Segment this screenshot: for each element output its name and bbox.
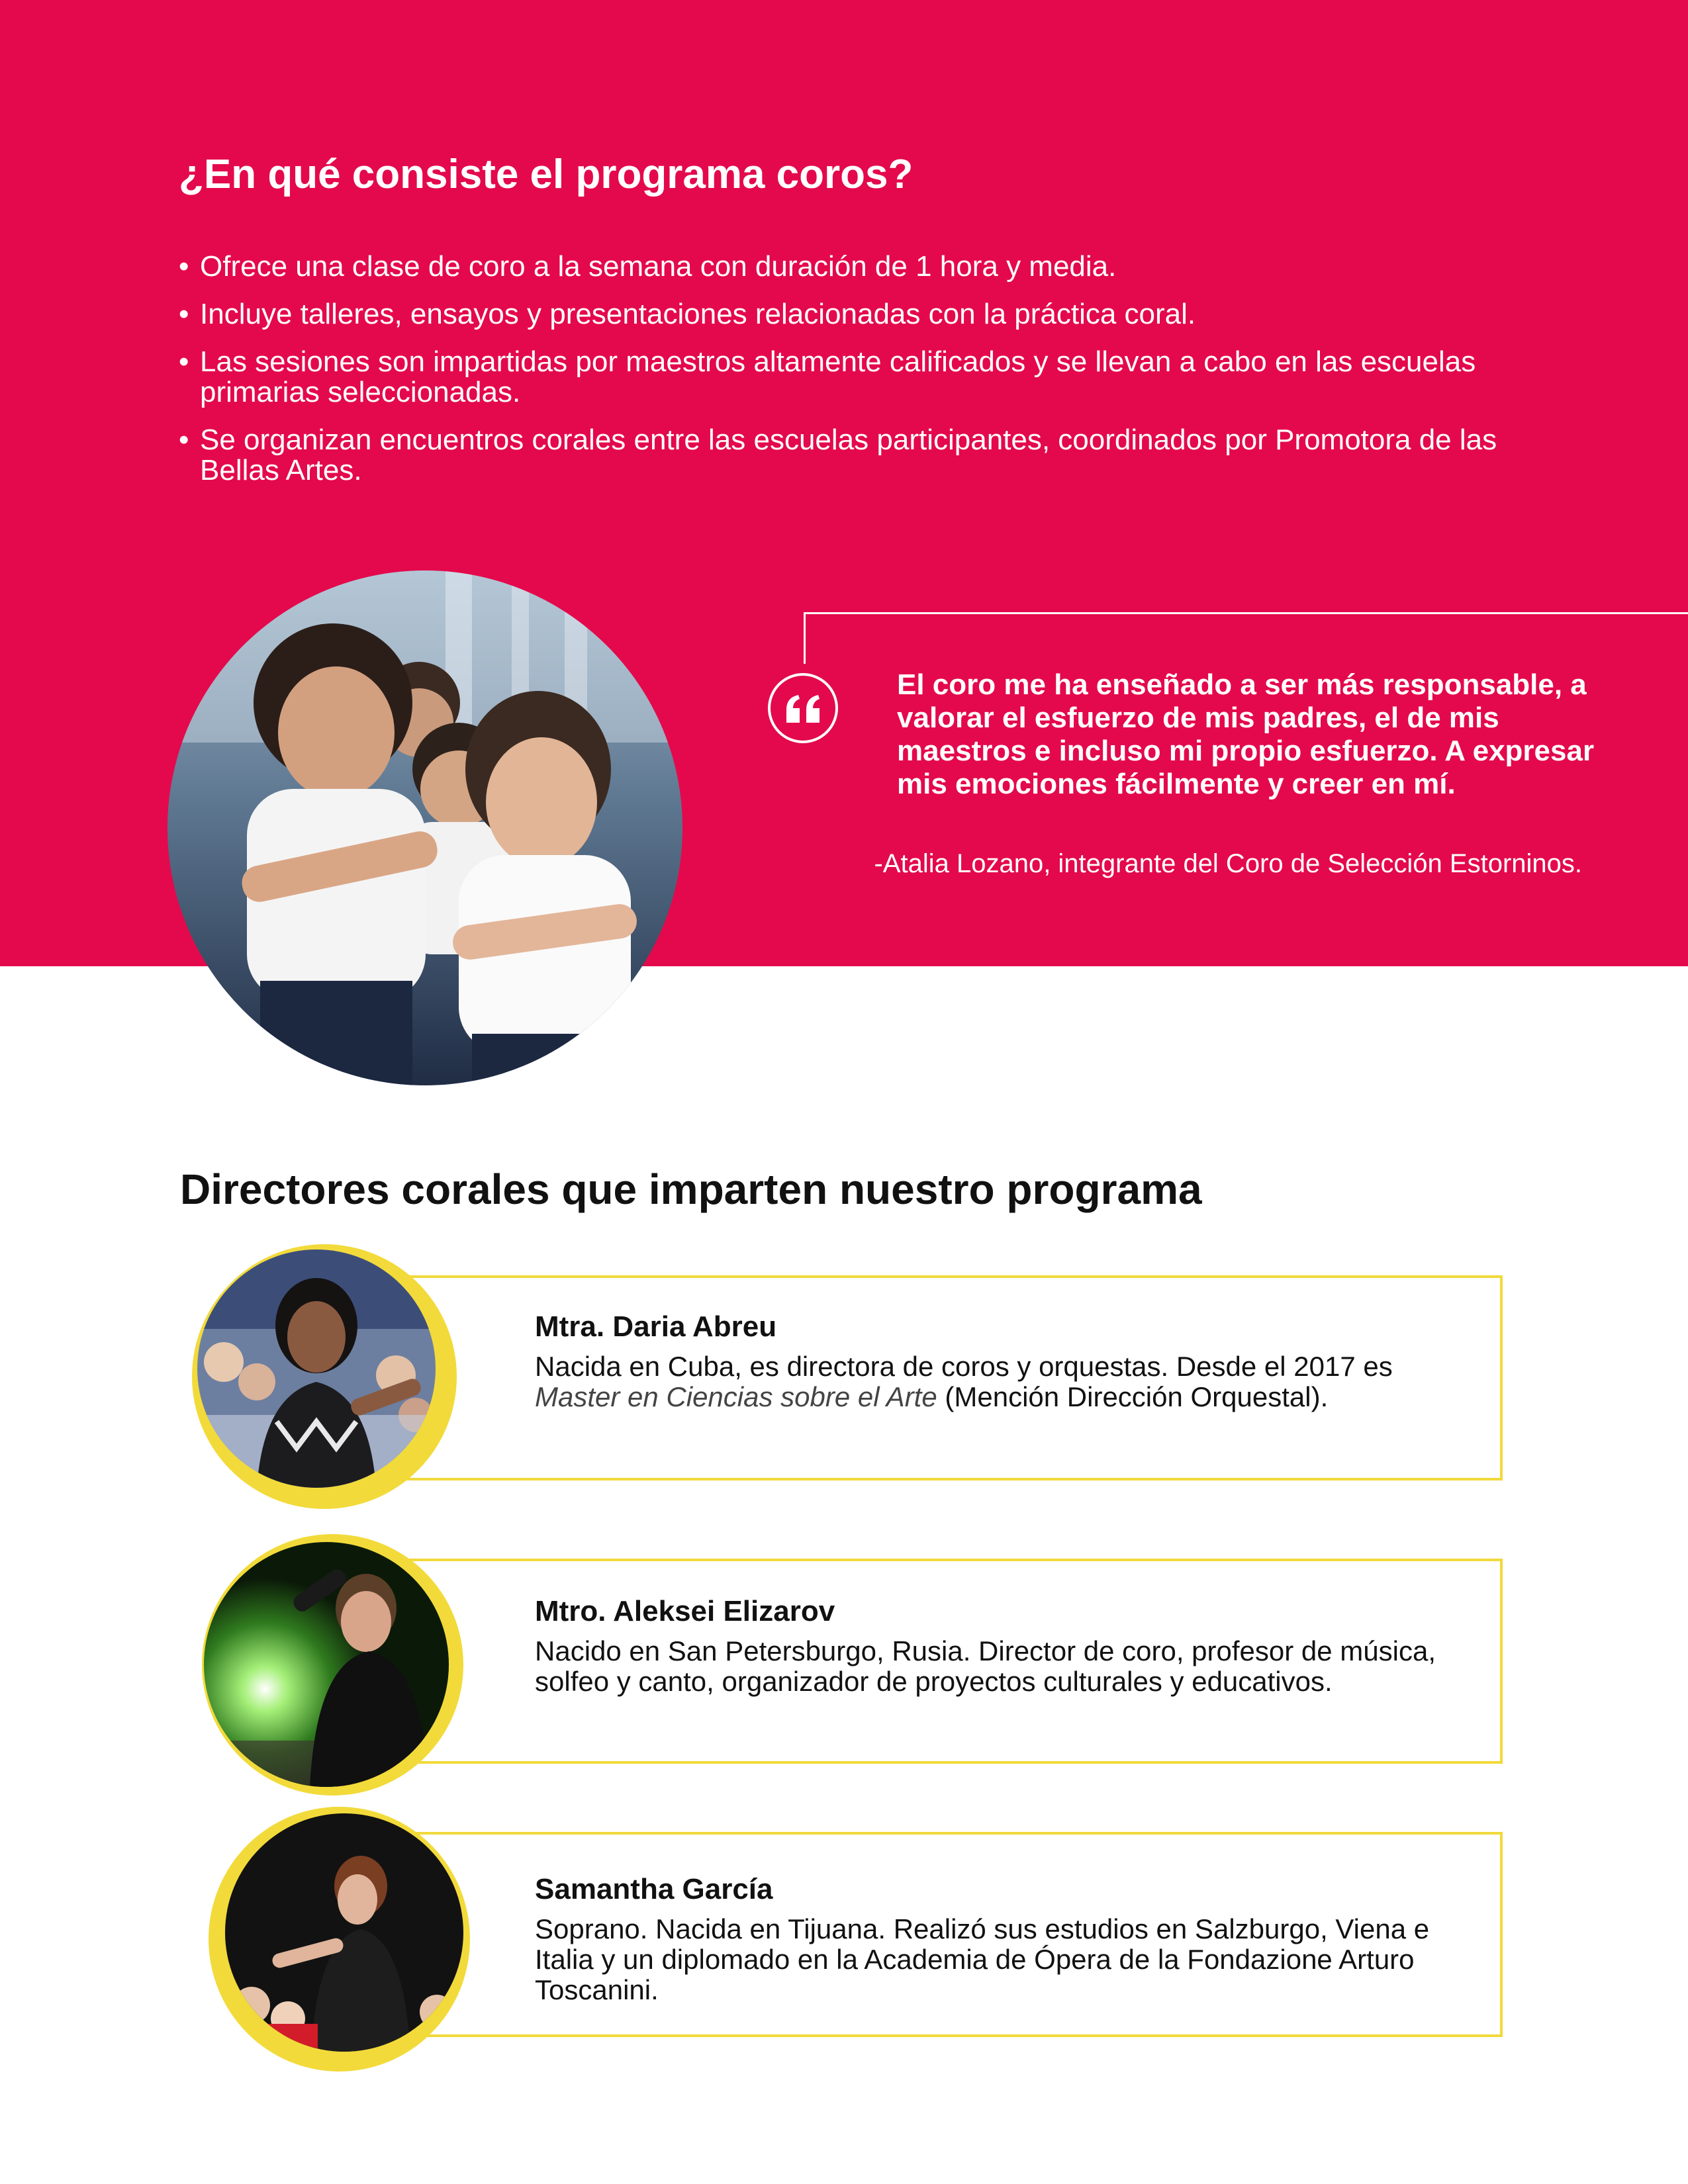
director-bio-degree: Master en Ciencias sobre el Arte <box>535 1381 937 1412</box>
program-bullet: • Incluye talleres, ensayos y presentaciones relacionadas con la práctica coral. <box>179 299 1556 330</box>
director-photo-aleksei-elizarov <box>204 1542 449 1787</box>
program-bullet-list <box>179 251 1556 503</box>
director-bio <box>535 1351 1448 1412</box>
conductor-portrait-1 <box>197 1250 436 1488</box>
children-choir-photo <box>167 570 682 1085</box>
quote-marks-icon <box>768 673 838 743</box>
director-bio-text: (Mención Dirección Orquestal). <box>937 1381 1329 1412</box>
testimonial-attribution: -Atalia Lozano, integrante del Coro de Selección Estorninos. <box>874 849 1582 878</box>
program-title: ¿En qué consiste el programa coros? <box>179 152 914 197</box>
director-name: Mtro. Aleksei Elizarov <box>535 1595 835 1627</box>
testimonial-quote: El coro me ha enseñado a ser más responsable, a valorar el esfuerzo de mis padres, el de mis maestros e incluso mi propio esfuerzo. A expresar mis emociones fácilmente y creer en mí. <box>897 668 1595 800</box>
program-bullet: • Ofrece una clase de coro a la semana con duración de 1 hora y media. <box>179 251 1556 282</box>
director-photo-samantha-garcia <box>225 1813 463 2052</box>
quote-frame-left-line <box>804 612 806 664</box>
program-bullet: • Se organizan encuentros corales entre las escuelas participantes, coordinados por Promotora de las Bellas Artes. <box>179 425 1556 486</box>
director-bio: Nacido en San Petersburgo, Rusia. Director de coro, profesor de música, solfeo y canto, organizador de proyectos culturales y educativos. <box>535 1635 1436 1697</box>
quote-frame-top-line <box>804 612 1688 614</box>
director-name: Mtra. Daria Abreu <box>535 1310 777 1343</box>
children-choir-illustration <box>167 570 682 1085</box>
director-photo-daria-abreu <box>197 1250 436 1488</box>
director-name: Samantha García <box>535 1873 773 1905</box>
director-bio: Soprano. Nacida en Tijuana. Realizó sus estudios en Salzburgo, Viena e Italia y un diplomado en la Academia de Ópera de la Fondazione Arturo Toscanini. <box>535 1913 1430 2005</box>
directors-section-title: Directores corales que imparten nuestro programa <box>180 1165 1202 1213</box>
conductor-portrait-3 <box>225 1813 463 2052</box>
director-bio-text: Nacida en Cuba, es directora de coros y orquestas. Desde el 2017 es <box>535 1351 1393 1382</box>
program-bullet: • Las sesiones son impartidas por maestros altamente calificados y se llevan a cabo en las escuelas primarias seleccionadas. <box>179 347 1556 408</box>
quote-glyph <box>782 694 823 723</box>
conductor-portrait-2 <box>204 1542 449 1787</box>
